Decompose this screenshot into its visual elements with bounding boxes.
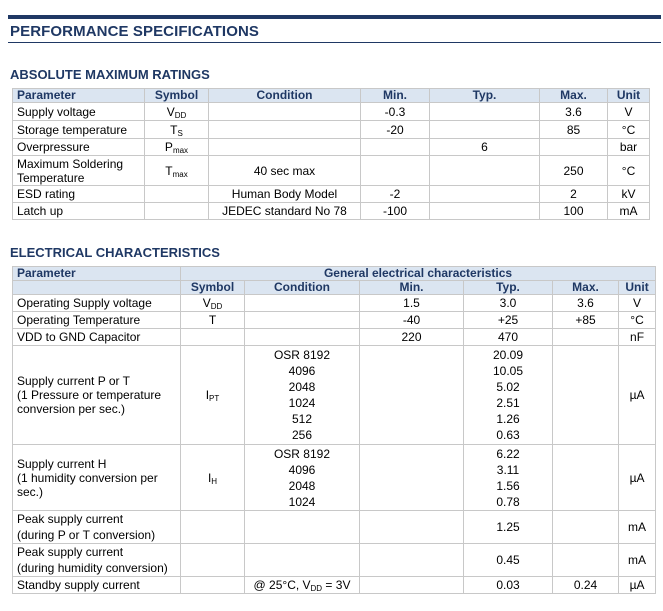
typ-cell	[430, 103, 540, 121]
table-row	[13, 295, 656, 312]
hdr-parameter: Parameter	[13, 89, 145, 103]
unit-cell: µA	[619, 445, 656, 511]
unit-cell: °C	[608, 156, 650, 186]
table-row	[13, 139, 650, 156]
hdr-typ: Typ.	[464, 281, 553, 295]
symbol-cell	[181, 577, 245, 594]
symbol-cell	[181, 544, 245, 577]
unit-cell: mA	[619, 511, 656, 544]
table-row	[13, 203, 650, 220]
top-rule	[8, 15, 661, 19]
abs-section-title: ABSOLUTE MAXIMUM RATINGS	[10, 67, 210, 82]
condition-cell	[245, 295, 360, 312]
condition-cell: 40 sec max	[209, 156, 361, 186]
symbol-cell: $V_{DD}$	[145, 103, 209, 121]
table-row	[13, 329, 656, 346]
typ-cell: 20.09 10.05 5.02 2.51 1.26 0.63	[464, 346, 553, 445]
elec-header-row-2	[13, 281, 656, 295]
min-cell: -40	[360, 312, 464, 329]
symbol-cell	[181, 511, 245, 544]
param-cell: Standby supply current	[13, 577, 181, 594]
param-cell: Operating Temperature	[13, 312, 181, 329]
typ-cell	[430, 186, 540, 203]
typ-cell: 470	[464, 329, 553, 346]
typ-cell: 3.0	[464, 295, 553, 312]
condition-cell	[209, 121, 361, 139]
max-cell	[553, 544, 619, 577]
hdr-group: General electrical characteristics	[181, 267, 656, 281]
min-cell: -0.3	[361, 103, 430, 121]
hdr-symbol: Symbol	[145, 89, 209, 103]
table-row	[13, 511, 656, 544]
param-cell: VDD to GND Capacitor	[13, 329, 181, 346]
unit-cell: nF	[619, 329, 656, 346]
unit-cell: °C	[619, 312, 656, 329]
min-cell	[360, 577, 464, 594]
unit-cell: °C	[608, 121, 650, 139]
condition-cell	[245, 511, 360, 544]
condition-cell: OSR 8192 4096 2048 1024 512 256	[245, 346, 360, 445]
param-cell: Overpressure	[13, 139, 145, 156]
param-cell: Latch up	[13, 203, 145, 220]
typ-cell: 0.45	[464, 544, 553, 577]
param-cell: Peak supply current (during P or T conversion)	[13, 511, 181, 544]
abs-max-table	[12, 88, 650, 220]
condition-cell: OSR 8192 4096 2048 1024	[245, 445, 360, 511]
min-cell	[361, 139, 430, 156]
min-cell: -20	[361, 121, 430, 139]
hdr-min: Min.	[360, 281, 464, 295]
min-cell	[360, 445, 464, 511]
hdr-max: Max.	[540, 89, 608, 103]
max-cell: 3.6	[540, 103, 608, 121]
symbol-cell: $P_{max}$	[145, 139, 209, 156]
elec-header-row-1	[13, 267, 656, 281]
table-row	[13, 121, 650, 139]
min-cell	[360, 346, 464, 445]
condition-cell	[209, 103, 361, 121]
symbol-cell: $I_H$	[181, 445, 245, 511]
unit-cell: mA	[619, 544, 656, 577]
typ-cell	[430, 121, 540, 139]
symbol-cell: T	[181, 312, 245, 329]
max-cell	[553, 511, 619, 544]
symbol-cell: $V_{DD}$	[181, 295, 245, 312]
table-row	[13, 445, 656, 511]
condition-cell: Human Body Model	[209, 186, 361, 203]
max-cell: 3.6	[553, 295, 619, 312]
hdr-parameter: Parameter	[13, 267, 181, 281]
hdr-min: Min.	[361, 89, 430, 103]
condition-cell	[245, 544, 360, 577]
hdr-condition: Condition	[209, 89, 361, 103]
hdr-unit: Unit	[608, 89, 650, 103]
symbol-cell	[181, 329, 245, 346]
max-cell	[540, 139, 608, 156]
title-rule	[8, 42, 661, 43]
unit-cell: V	[619, 295, 656, 312]
symbol-cell: $T_S$	[145, 121, 209, 139]
min-cell: -2	[361, 186, 430, 203]
param-cell: Supply voltage	[13, 103, 145, 121]
param-cell: ESD rating	[13, 186, 145, 203]
typ-cell: 6	[430, 139, 540, 156]
symbol-cell: $T_{max}$	[145, 156, 209, 186]
min-cell	[361, 156, 430, 186]
typ-cell: 0.03	[464, 577, 553, 594]
max-cell: 250	[540, 156, 608, 186]
hdr-blank	[13, 281, 181, 295]
param-cell: Peak supply current (during humidity conversion)	[13, 544, 181, 577]
max-cell: 2	[540, 186, 608, 203]
max-cell: 100	[540, 203, 608, 220]
unit-cell: µA	[619, 346, 656, 445]
max-cell: 0.24	[553, 577, 619, 594]
hdr-max: Max.	[553, 281, 619, 295]
abs-header-row	[13, 89, 650, 103]
table-row	[13, 103, 650, 121]
min-cell: -100	[361, 203, 430, 220]
min-cell: 220	[360, 329, 464, 346]
elec-char-table	[12, 266, 656, 594]
symbol-cell	[145, 203, 209, 220]
hdr-unit: Unit	[619, 281, 656, 295]
typ-cell	[430, 203, 540, 220]
typ-cell: 6.22 3.11 1.56 0.78	[464, 445, 553, 511]
unit-cell: kV	[608, 186, 650, 203]
condition-cell	[209, 139, 361, 156]
typ-cell: +25	[464, 312, 553, 329]
hdr-symbol: Symbol	[181, 281, 245, 295]
param-cell: Maximum Soldering Temperature	[13, 156, 145, 186]
elec-section-title: ELECTRICAL CHARACTERISTICS	[10, 245, 220, 260]
param-cell: Operating Supply voltage	[13, 295, 181, 312]
max-cell: 85	[540, 121, 608, 139]
unit-cell: µA	[619, 577, 656, 594]
table-row	[13, 312, 656, 329]
param-cell: Supply current H (1 humidity conversion per sec.)	[13, 445, 181, 511]
max-cell	[553, 346, 619, 445]
max-cell	[553, 329, 619, 346]
unit-cell: mA	[608, 203, 650, 220]
symbol-cell: $I_{PT}$	[181, 346, 245, 445]
condition-cell	[245, 329, 360, 346]
typ-cell	[430, 156, 540, 186]
table-row	[13, 544, 656, 577]
table-row	[13, 186, 650, 203]
hdr-typ: Typ.	[430, 89, 540, 103]
param-cell: Storage temperature	[13, 121, 145, 139]
max-cell: +85	[553, 312, 619, 329]
condition-cell: JEDEC standard No 78	[209, 203, 361, 220]
min-cell	[360, 511, 464, 544]
condition-cell	[245, 312, 360, 329]
param-cell: Supply current P or T (1 Pressure or temperature conversion per sec.)	[13, 346, 181, 445]
condition-cell: @ 25°C, $V_{DD} = 3V$	[245, 577, 360, 594]
page-title: PERFORMANCE SPECIFICATIONS	[10, 23, 260, 40]
min-cell	[360, 544, 464, 577]
unit-cell: V	[608, 103, 650, 121]
symbol-cell	[145, 186, 209, 203]
table-row	[13, 346, 656, 445]
unit-cell: bar	[608, 139, 650, 156]
table-row	[13, 577, 656, 594]
hdr-condition: Condition	[245, 281, 360, 295]
typ-cell: 1.25	[464, 511, 553, 544]
min-cell: 1.5	[360, 295, 464, 312]
max-cell	[553, 445, 619, 511]
table-row	[13, 156, 650, 186]
